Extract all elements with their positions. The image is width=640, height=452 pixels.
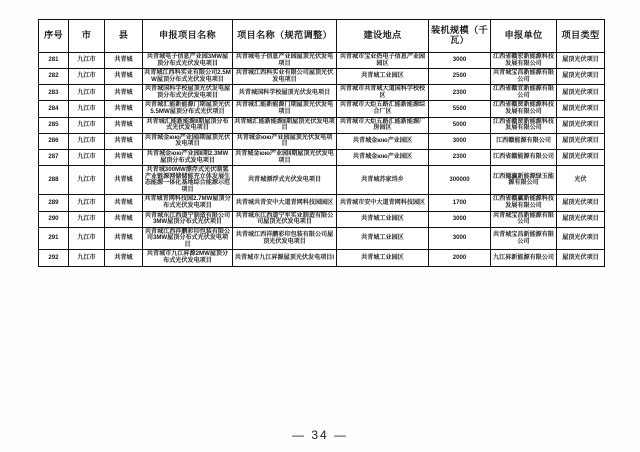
cell-county: 共青城 bbox=[105, 133, 143, 149]
cell-type: 屋顶光伏项目 bbox=[557, 117, 605, 133]
cell-declared-name: 共青城金юю产业园Ⅱ期2.3MW屋顶分布式发电项目 bbox=[143, 149, 233, 165]
column-header-adjusted-name: 项目名称（规范调整） bbox=[233, 20, 337, 53]
cell-type: 屋顶光伏项目 bbox=[557, 53, 605, 69]
cell-adjusted-name: 共青城东江西道宁军实业制造有限公司屋顶光伏发电项目 bbox=[233, 211, 337, 227]
cell-unit: 共青城宝昌新能源有限公司 bbox=[491, 227, 557, 250]
cell-declared-name: 共青城青网科技园2.7MW屋顶分布式光伏发电项目 bbox=[143, 195, 233, 211]
cell-unit: 共青城宝昌新能源有限公司 bbox=[491, 69, 557, 85]
cell-declared-name: 共青城江西科实业有限公司2.5MW屋顶分布式光伏发电项目 bbox=[143, 69, 233, 85]
cell-type: 光伏 bbox=[557, 166, 605, 195]
cell-capacity: 300000 bbox=[429, 166, 491, 195]
table-row bbox=[39, 117, 605, 133]
cell-adjusted-name: 共青城市九江昇源屋顶光伏发电项目I bbox=[233, 250, 337, 266]
column-header-county: 县 bbox=[105, 20, 143, 53]
cell-capacity: 2300 bbox=[429, 149, 491, 165]
cell-site: 共青城工业园区 bbox=[337, 69, 429, 85]
table-row bbox=[39, 166, 605, 195]
cell-county: 共青城 bbox=[105, 195, 143, 211]
cell-index: 288 bbox=[39, 166, 69, 195]
cell-city: 九江市 bbox=[69, 69, 105, 85]
cell-city: 九江市 bbox=[69, 195, 105, 211]
table-row bbox=[39, 53, 605, 69]
cell-county: 共青城 bbox=[105, 53, 143, 69]
cell-site: 共青城工业园区 bbox=[337, 227, 429, 250]
cell-county: 共青城 bbox=[105, 101, 143, 117]
cell-adjusted-name: 共青城金юю产业园Ⅱ期屋顶光伏发电项目 bbox=[233, 149, 337, 165]
cell-county: 共青城 bbox=[105, 149, 143, 165]
cell-capacity: 3000 bbox=[429, 227, 491, 250]
cell-adjusted-name: 共青城江西科实业有限公司屋顶光伏发电项目 bbox=[233, 69, 337, 85]
cell-declared-name: 共青城电子信息产业园3MW屋顶分布式光伏发电项目 bbox=[143, 53, 233, 69]
table-body bbox=[39, 53, 605, 267]
cell-type: 屋顶光伏项目 bbox=[557, 133, 605, 149]
table-row bbox=[39, 250, 605, 266]
cell-adjusted-name: 共青城金юю产业园屋顶光伏发电项目 bbox=[233, 133, 337, 149]
cell-site: 共青城工业园区 bbox=[337, 211, 429, 227]
cell-county: 共青城 bbox=[105, 227, 143, 250]
cell-site: 共青城苏家垱乡 bbox=[337, 166, 429, 195]
cell-unit: 江西省赣赢新能源科技发展有限公司 bbox=[491, 195, 557, 211]
cell-capacity: 3000 bbox=[429, 133, 491, 149]
cell-declared-name: 共青城江西祥鹏彩印包装有限公司3MW屋顶分布式光伏发电项目 bbox=[143, 227, 233, 250]
cell-city: 九江市 bbox=[69, 250, 105, 266]
cell-unit: 江西省赣贤新能源科技发展有限公司 bbox=[491, 117, 557, 133]
cell-city: 九江市 bbox=[69, 117, 105, 133]
page-number: — 34 — bbox=[291, 428, 348, 442]
cell-unit: 江西赣能源有限公司 bbox=[491, 133, 557, 149]
table-row bbox=[39, 133, 605, 149]
cell-site: 共青城市安中大道青网科技园区 bbox=[337, 195, 429, 211]
column-header-declared-name: 申报项目名称 bbox=[143, 20, 233, 53]
table-row bbox=[39, 195, 605, 211]
cell-county: 共青城 bbox=[105, 85, 143, 101]
cell-capacity: 2000 bbox=[429, 250, 491, 266]
cell-type: 屋顶光伏项目 bbox=[557, 211, 605, 227]
cell-index: 287 bbox=[39, 149, 69, 165]
cell-site: 共青城市宝业热电子信息产业园园区 bbox=[337, 53, 429, 69]
column-header-index: 序号 bbox=[39, 20, 69, 53]
cell-index: 286 bbox=[39, 133, 69, 149]
cell-unit: 江西省赣能源有限公司 bbox=[491, 149, 557, 165]
table-row bbox=[39, 69, 605, 85]
cell-capacity: 2300 bbox=[429, 85, 491, 101]
cell-capacity: 3000 bbox=[429, 53, 491, 69]
column-header-type: 项目类型 bbox=[557, 20, 605, 53]
cell-adjusted-name: 共青城共青安中大道青网科技园园区 bbox=[233, 195, 337, 211]
cell-declared-name: 共青城300MW漂浮式光伏制氢产业链源网储储能充立体发展生态能源一体化基地综合能源示范项目 bbox=[143, 166, 233, 195]
cell-adjusted-name: 共青城漂浮式光伏发电项目 bbox=[233, 166, 337, 195]
cell-county: 共青城 bbox=[105, 69, 143, 85]
cell-city: 九江市 bbox=[69, 133, 105, 149]
cell-type: 屋顶光伏项目 bbox=[557, 101, 605, 117]
cell-type: 屋顶光伏项目 bbox=[557, 149, 605, 165]
table-row bbox=[39, 227, 605, 250]
cell-capacity: 3000 bbox=[429, 211, 491, 227]
cell-index: 289 bbox=[39, 195, 69, 211]
table-row bbox=[39, 149, 605, 165]
cell-type: 屋顶光伏项目 bbox=[557, 69, 605, 85]
column-header-city: 市 bbox=[69, 20, 105, 53]
cell-city: 九江市 bbox=[69, 166, 105, 195]
cell-site: 共青城市共青城大道国科学校校区 bbox=[337, 85, 429, 101]
cell-city: 九江市 bbox=[69, 227, 105, 250]
cell-unit: 江西德瀛新能源绿玉能源有限公司 bbox=[491, 166, 557, 195]
cell-type: 屋顶光伏项目 bbox=[557, 227, 605, 250]
cell-declared-name: 共青城金юю产业园I期屋顶光伏发电项目 bbox=[143, 133, 233, 149]
cell-index: 281 bbox=[39, 53, 69, 69]
table-row bbox=[39, 211, 605, 227]
cell-adjusted-name: 共青城国科学校屋顶光伏发电项目 bbox=[233, 85, 337, 101]
cell-site: 共青城市大炬五路汇能新能源厂房园区 bbox=[337, 117, 429, 133]
cell-capacity: 1700 bbox=[429, 195, 491, 211]
cell-declared-name: 共青城汇能新能源Ⅱ期屋顶分布式光伏发电项目 bbox=[143, 117, 233, 133]
cell-index: 282 bbox=[39, 69, 69, 85]
cell-declared-name: 共青城市九江昇源2MW屋顶分布式光伏发电项目 bbox=[143, 250, 233, 266]
cell-site: 共青城工业园区 bbox=[337, 250, 429, 266]
cell-index: 284 bbox=[39, 101, 69, 117]
cell-type: 屋顶光伏项目 bbox=[557, 85, 605, 101]
cell-county: 共青城 bbox=[105, 166, 143, 195]
cell-county: 共青城 bbox=[105, 250, 143, 266]
cell-city: 九江市 bbox=[69, 149, 105, 165]
table-row bbox=[39, 85, 605, 101]
table-header-row bbox=[39, 20, 605, 53]
cell-index: 291 bbox=[39, 227, 69, 250]
cell-adjusted-name: 共青城电子信息产业园屋顶光伏发电项目 bbox=[233, 53, 337, 69]
cell-unit: 江西省赣宜新能源有限公司 bbox=[491, 85, 557, 101]
cell-city: 九江市 bbox=[69, 101, 105, 117]
cell-unit: 江西省赣宏新能源科技发展有限公司 bbox=[491, 53, 557, 69]
cell-type: 屋顶光伏项目 bbox=[557, 250, 605, 266]
project-table bbox=[38, 19, 605, 267]
cell-city: 九江市 bbox=[69, 85, 105, 101]
cell-county: 共青城 bbox=[105, 117, 143, 133]
cell-site: 共青城市大炬五路汇能新能源综合厂区 bbox=[337, 101, 429, 117]
cell-index: 283 bbox=[39, 85, 69, 101]
cell-city: 九江市 bbox=[69, 53, 105, 69]
column-header-capacity: 装机规模（千瓦） bbox=[429, 20, 491, 53]
cell-index: 285 bbox=[39, 117, 69, 133]
cell-declared-name: 共青城国科学校屋顶光伏发电屋顶分布式光伏发电项目 bbox=[143, 85, 233, 101]
cell-index: 290 bbox=[39, 211, 69, 227]
cell-county: 共青城 bbox=[105, 211, 143, 227]
cell-adjusted-name: 共青城汇能新能源Ⅱ期屋顶光伏发电项目 bbox=[233, 117, 337, 133]
cell-unit: 九江昇新能源有限公司 bbox=[491, 250, 557, 266]
cell-adjusted-name: 共青城江西祥鹏彩印包装有限公司屋顶光伏发电项目 bbox=[233, 227, 337, 250]
cell-site: 共青城金юю产业园区 bbox=[337, 133, 429, 149]
cell-type: 屋顶光伏项目 bbox=[557, 195, 605, 211]
cell-capacity: 5000 bbox=[429, 117, 491, 133]
cell-index: 292 bbox=[39, 250, 69, 266]
table-row bbox=[39, 101, 605, 117]
cell-unit: 江西省赣贤新能源科技发展有限公司 bbox=[491, 101, 557, 117]
column-header-unit: 申报单位 bbox=[491, 20, 557, 53]
cell-unit: 共青城宝昌新能源有限公司 bbox=[491, 211, 557, 227]
table-header bbox=[39, 20, 605, 53]
cell-capacity: 2500 bbox=[429, 69, 491, 85]
cell-declared-name: 共青城东江西道宁制造有限公司3MW屋顶分布式光伏项目 bbox=[143, 211, 233, 227]
column-header-site: 建设地点 bbox=[337, 20, 429, 53]
cell-adjusted-name: 共青城汇能新能源门期屋顶光伏发电项目 bbox=[233, 101, 337, 117]
cell-capacity: 5500 bbox=[429, 101, 491, 117]
project-table-container bbox=[38, 19, 604, 267]
cell-site: 共青城金юю产业园区 bbox=[337, 149, 429, 165]
cell-city: 九江市 bbox=[69, 211, 105, 227]
cell-declared-name: 共青城汇能新能源门期屋顶光伏5.5MW屋顶分布式光伏项目 bbox=[143, 101, 233, 117]
